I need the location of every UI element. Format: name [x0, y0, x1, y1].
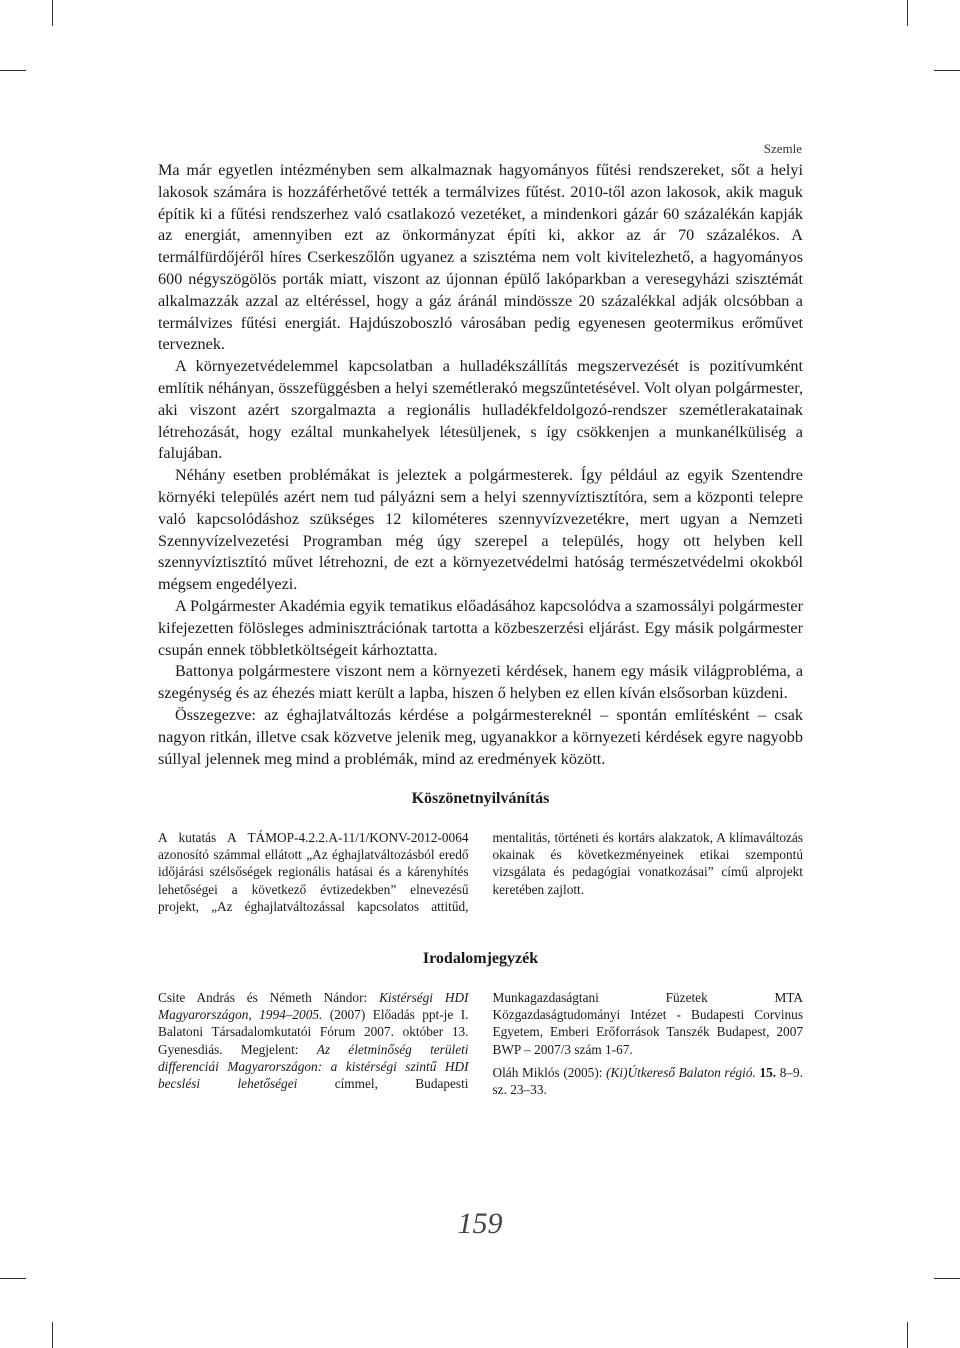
paragraph: Battonya polgármestere viszont nem a környezeti kérdések, hanem egy másik világprobléma, a szegénység és az éhezés miatt került a lapba, hiszen ő helyben ez ellen kíván elsősorban küzdeni. [158, 662, 803, 703]
reference-item: Csite András és Németh Nándor: Kistérségi HDI Magyarországon, 1994–2005. (2007) Előadás ppt-je I. Balatoni Társadalomkutatói Fórum 2007. október 13. Gyenesdiás. Megjelent: Az életminőség területi differenciái Magyarországon: a kistérségi szintű HDI becslési lehetőségei címmel, Budapesti Munkagazdaságtani Füzetek MTA Közgazdaságtudományi Intézet - Budapesti Corvinus Egyetem, Emberi Erőforrások Tanszék Budapest, 2007 BWP – 2007/3 szám 1-67. [158, 990, 803, 1092]
running-head: Szemle [763, 141, 802, 156]
paragraph: A Polgármester Akadémia egyik tematikus előadásához kapcsolódva a szamossályi polgármester kifejezetten fölösleges adminisztrációnak tartotta a közbeszerzési eljárást. Egy másik polgármester csupán ennek többletköltségeit kárhoztatta. [158, 596, 803, 659]
crop-mark [0, 1278, 26, 1279]
crop-mark [934, 70, 960, 71]
reference-item: Oláh Miklós (2005): (Ki)Útkereső Balaton régió. 15. 8–9. sz. 23–33. [492, 1064, 804, 1098]
page-number: 159 [457, 1207, 503, 1240]
acknowledgements-title: Köszönetnyilvánítás [411, 790, 550, 807]
crop-mark [934, 1278, 960, 1279]
paragraph: A környezetvédelemmel kapcsolatban a hulladékszállítás megszervezését is pozitívumként említik néhányan, összefüggésben a helyi szemétlerakó megszűntetésével. Volt olyan polgármester, aki viszont azért szorgalmazta a regionális hulladékfeldolgozó-rendszer szemétlerakatainak létrehozását, hogy ezáltal munkahelyek létesüljenek, s így csökkenjen a munkanélküliség a falujában. [158, 357, 803, 463]
crop-mark [907, 1322, 908, 1348]
acknowledgements-text [158, 829, 803, 915]
references-list [158, 989, 803, 1098]
paragraph: Ma már egyetlen intézményben sem alkalmaznak hagyományos fűtési rendszereket, sőt a helyi lakosok számára is hozzáférhetővé tették a termálvizes fűtést. 2010-től azon lakosok, akik maguk építik ki a fűtési rendszerhez való csatlakozó vezetéket, a mindenkori gázár 60 százalékán kapják az energiát, amennyiben ezt az önkormányzat építi ki, akkor az ár 70 százalékos. A termálfürdőjéről híres Cserkeszőlőn ugyanez a szisztéma nem volt kivitelezhető, a hagyományos 600 négyszögölös porták miatt, viszont az újonnan épülő lakóparkban a veresegyházi szisztémát alkalmazzák azzal az eltéréssel, hogy a gáz áránál mindössze 20 százalékkal adják olcsóbban a termálvizes fűtési energiát. Hajdúszoboszló városában pedig egyenesen geotermikus erőművet terveznek. [158, 161, 803, 354]
crop-mark [0, 70, 26, 71]
body-text [158, 160, 803, 770]
crop-mark [52, 0, 53, 26]
crop-mark [52, 1322, 53, 1348]
paragraph: Néhány esetben problémákat is jeleztek a polgármesterek. Így például az egyik Szentendre környéki település azért nem tud pályázni sem a helyi szennyvíztisztítóra, sem a központi telepre való kapcsolódáshoz szükséges 12 kilométeres szennyvízvezetékre, mert ugyan a Nemzeti Szennyvízelvezetési Programban még úgy szerepel a település, hogy ott helyben kell szennyvíztisztító művet létrehozni, de ezt a környezetvédelmi hatóság természetvédelmi okokból mégsem engedélyezi. [158, 466, 803, 594]
acknowledgements-paragraph: A kutatás A TÁMOP-4.2.2.A-11/1/KONV-2012-0064 azonosító számmal ellátott „Az éghajlatváltozásból eredő időjárási szélsőségek regionális hatásai és a kárenyhítés lehetőségei a következő évtizedekben” elnevezésű projekt, „Az éghajlatváltozással kapcsolatos attitűd, mentalitás, történeti és kortárs alakzatok, A klímaváltozás okainak és következményeinek etikai szempontú vizsgálata és pedagógiai vonatkozásai” című alprojekt keretében zajlott. [158, 830, 803, 914]
references-title: Irodalomjegyzék [422, 950, 539, 967]
crop-mark [907, 0, 908, 26]
paragraph: Összegezve: az éghajlatváltozás kérdése a polgármestereknél – spontán említésként – csak nagyon ritkán, illetve csak közvetve jelenik meg, ugyanakkor a környezeti kérdések egyre nagyobb súllyal jelennek meg mind a problémák, mind az eredmények között. [158, 705, 803, 768]
